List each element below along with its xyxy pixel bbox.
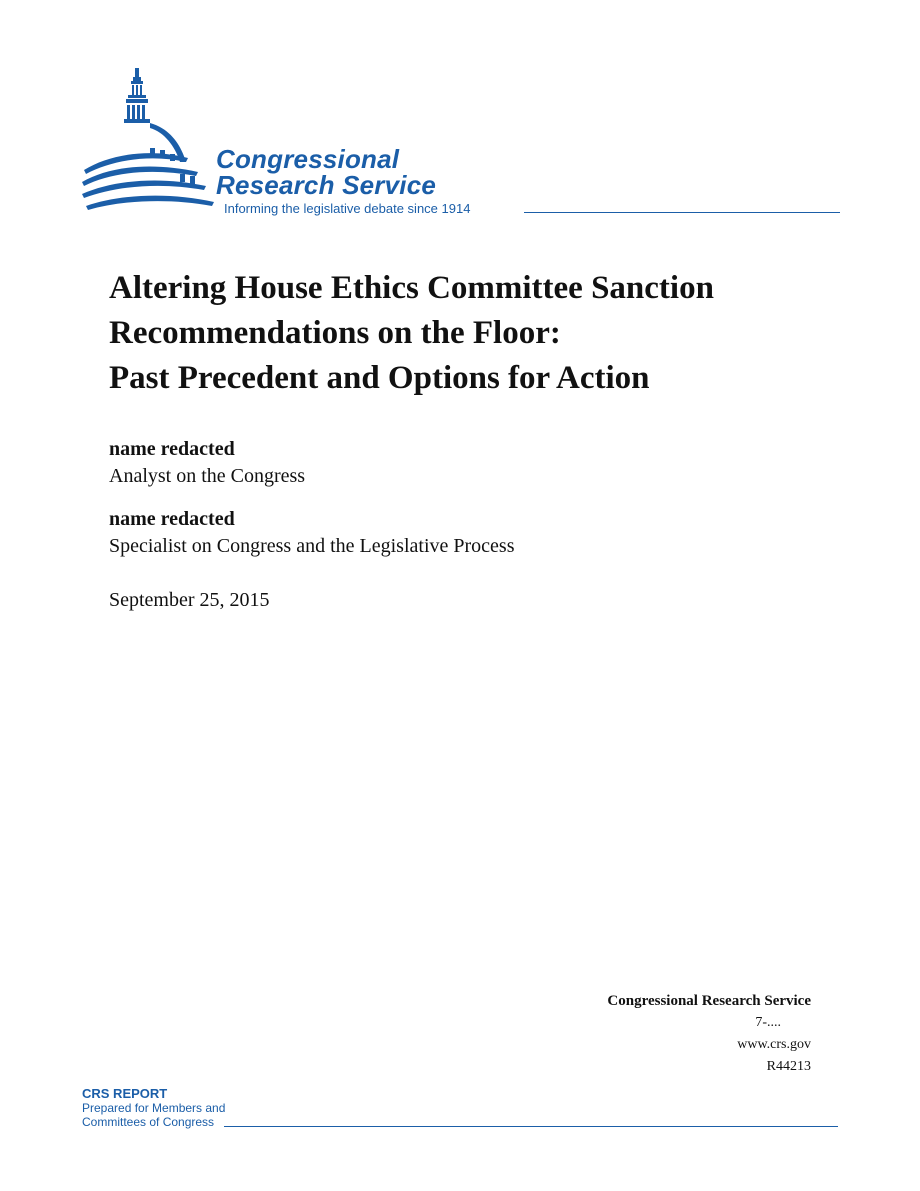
- logo-divider: [524, 212, 840, 213]
- crs-website: www.crs.gov: [737, 1037, 811, 1052]
- crs-logo: [80, 66, 840, 218]
- logo-name-line1: Congressional: [216, 144, 400, 174]
- report-title-line1: Altering House Ethics Committee Sanction: [109, 270, 714, 306]
- footer-label: CRS REPORT: [82, 1086, 168, 1101]
- author-name: name redacted: [109, 438, 235, 460]
- capitol-dome-icon: [80, 66, 220, 218]
- report-title: [109, 266, 849, 401]
- footer-divider: [224, 1126, 838, 1127]
- footer-line1: Prepared for Members and: [82, 1101, 226, 1115]
- logo-wordmark: [216, 146, 436, 198]
- report-number: R44213: [766, 1059, 811, 1074]
- author-list: [109, 436, 709, 576]
- author-role: Analyst on the Congress: [109, 465, 306, 487]
- author-role: Specialist on Congress and the Legislative Process: [109, 535, 515, 557]
- report-date: September 25, 2015: [109, 589, 270, 611]
- logo-tagline-row: [224, 202, 840, 218]
- author-entry: [109, 506, 709, 560]
- logo-name-line2: Research Service: [216, 170, 437, 200]
- crs-info-block: [607, 990, 811, 1078]
- crs-code: 7-....: [755, 1015, 781, 1030]
- footer-line2: Committees of Congress: [82, 1115, 215, 1129]
- crs-org-name: Congressional Research Service: [607, 993, 811, 1009]
- crs-report-footer: [82, 1086, 838, 1132]
- author-entry: [109, 436, 709, 490]
- report-title-line3: Past Precedent and Options for Action: [109, 360, 650, 396]
- logo-tagline: Informing the legislative debate since 1914: [224, 201, 471, 216]
- report-title-line2: Recommendations on the Floor:: [109, 315, 561, 351]
- author-name: name redacted: [109, 508, 235, 530]
